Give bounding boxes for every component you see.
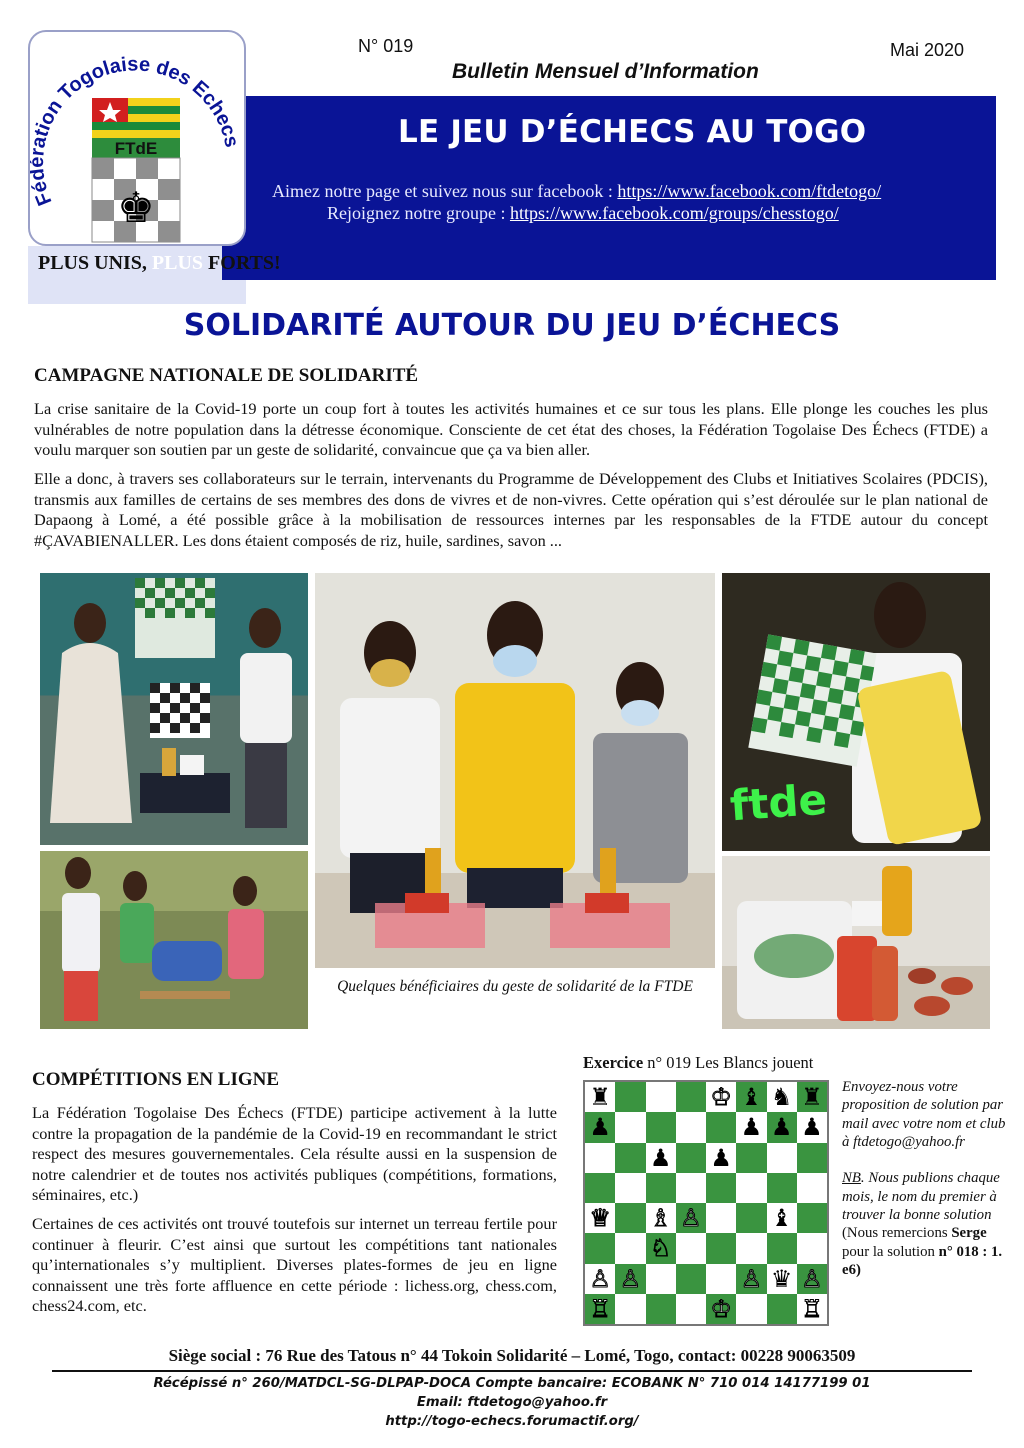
white-rook-piece: ♖ xyxy=(589,1294,611,1323)
board-square xyxy=(646,1112,676,1142)
board-square xyxy=(736,1294,766,1324)
white-pawn-piece: ♙ xyxy=(680,1204,702,1233)
online-paragraph-1: La Fédération Togolaise Des Échecs (FTDE) participe activement à la lutte contre la propagation de la pandémie de la Covid-19 en recommandant le strict respect des mesures gouvernementales. Cela résulte aussi en la suspension de notre calendrier et de toutes nos activités publiques (compétitions, formations, séminaires, etc.) xyxy=(32,1103,557,1204)
board-square xyxy=(797,1203,827,1233)
black-bishop-piece: ♝ xyxy=(740,1083,763,1112)
board-square xyxy=(736,1112,766,1142)
board-square xyxy=(797,1173,827,1203)
board-square xyxy=(615,1203,645,1233)
board-square xyxy=(797,1294,827,1324)
board-square xyxy=(585,1082,615,1112)
chess-board xyxy=(583,1080,829,1326)
campaign-paragraph-1: La crise sanitaire de la Covid-19 porte un coup fort à toutes les activités humaines et ce sur tous les plans. Elle plonge les couches les plus vulnérables de notre population dans la détresse économique. Consciente de cet état des choses, la Fédération Togolaise Des Échecs (FTDE) a voulu marquer son soutien par un geste de solidarité, convaincue que ça va bien aller. xyxy=(34,399,988,459)
svg-text:♚: ♚ xyxy=(117,183,155,232)
facebook-page-line xyxy=(272,181,881,202)
board-square xyxy=(736,1143,766,1173)
black-bishop-piece: ♝ xyxy=(770,1204,793,1233)
board-square xyxy=(767,1143,797,1173)
photo-caption: Quelques bénéficiaires du geste de solidarité de la FTDE xyxy=(337,978,693,995)
board-square xyxy=(736,1233,766,1263)
section-heading-campaign: CAMPAGNE NATIONALE DE SOLIDARITÉ xyxy=(34,365,419,386)
board-square xyxy=(736,1264,766,1294)
board-square xyxy=(767,1112,797,1142)
board-square xyxy=(736,1203,766,1233)
board-square xyxy=(585,1112,615,1142)
board-square xyxy=(676,1173,706,1203)
issue-date: Mai 2020 xyxy=(890,40,965,60)
board-square xyxy=(585,1264,615,1294)
board-square xyxy=(706,1143,736,1173)
board-square xyxy=(676,1082,706,1112)
board-square xyxy=(767,1203,797,1233)
board-square xyxy=(615,1112,645,1142)
board-square xyxy=(706,1173,736,1203)
online-paragraph-2: Certaines de ces activités ont trouvé toutefois sur internet un terreau fertile pour continuer à fleurir. C’est ainsi que surtout les compétitions tant nationales qu’internationales s’y multiplient. Diverses plates-formes de jeu en ligne connaissent une très forte affluence en cette période : lichess.org, chess.com, chess24.com, etc. xyxy=(32,1214,557,1315)
footer-email: Email: ftdetogo@yahoo.fr xyxy=(416,1395,608,1410)
board-square xyxy=(615,1082,645,1112)
board-square xyxy=(646,1294,676,1324)
motto xyxy=(38,252,281,275)
black-pawn-piece: ♟ xyxy=(740,1113,763,1142)
facebook-group-line xyxy=(327,203,839,224)
board-square xyxy=(585,1294,615,1324)
white-king-piece: ♔ xyxy=(710,1083,732,1112)
board-square xyxy=(676,1203,706,1233)
board-square xyxy=(767,1294,797,1324)
board-square xyxy=(767,1233,797,1263)
board-square xyxy=(615,1173,645,1203)
black-pawn-piece: ♟ xyxy=(589,1113,611,1142)
board-square xyxy=(646,1233,676,1263)
main-title: SOLIDARITÉ AUTOUR DU JEU D’ÉCHECS xyxy=(183,308,841,343)
board-square xyxy=(585,1143,615,1173)
black-queen-piece: ♛ xyxy=(770,1264,793,1293)
photo-donation-handover xyxy=(40,573,308,845)
motto-part-2: PLUS xyxy=(151,252,204,274)
journal-title: LE JEU D’ÉCHECS AU TOGO xyxy=(398,114,867,150)
note-submit: Envoyez-nous votre proposition de solution par mail avec votre nom et club à ftdetogo@yahoo.fr xyxy=(842,1079,1006,1150)
issue-number: N° 019 xyxy=(358,36,414,56)
board-square xyxy=(797,1264,827,1294)
black-pawn-piece: ♟ xyxy=(770,1113,793,1142)
board-square xyxy=(706,1294,736,1324)
board-square xyxy=(706,1082,736,1112)
board-square xyxy=(615,1294,645,1324)
exercise-instructions xyxy=(842,1078,1012,1279)
footer-headquarters: Siège social : 76 Rue des Tatous n° 44 Tokoin Solidarité – Lomé, Togo, contact: 00228 90063509 xyxy=(168,1346,856,1365)
facebook-group-prefix: Rejoignez notre groupe : xyxy=(327,203,510,223)
white-pawn-piece: ♙ xyxy=(619,1264,642,1293)
board-square xyxy=(676,1143,706,1173)
board-square xyxy=(767,1082,797,1112)
exercise-title xyxy=(583,1053,813,1073)
board-square xyxy=(706,1233,736,1263)
white-pawn-piece: ♙ xyxy=(801,1264,823,1293)
white-bishop-piece: ♗ xyxy=(649,1204,672,1233)
facebook-page-link[interactable]: https://www.facebook.com/ftdetogo/ xyxy=(617,181,882,201)
exercise-number: n° 019 Les Blancs jouent xyxy=(643,1053,814,1072)
note-publish: . Nous publions chaque mois, le nom du premier à trouver la bonne solution xyxy=(842,1170,1000,1224)
board-square xyxy=(585,1203,615,1233)
white-pawn-piece: ♙ xyxy=(740,1264,763,1293)
motto-part-1: PLUS UNIS, xyxy=(38,252,152,274)
board-square xyxy=(797,1143,827,1173)
board-square xyxy=(585,1233,615,1263)
board-square xyxy=(736,1082,766,1112)
board-square xyxy=(676,1233,706,1263)
board-square xyxy=(797,1233,827,1263)
logo-ring-text: Fé tion Togolaise des Echecs xyxy=(30,53,243,209)
board-square xyxy=(767,1264,797,1294)
white-knight-piece: ♘ xyxy=(649,1234,672,1263)
note-nb: NB xyxy=(842,1170,861,1187)
photo-three-beneficiaries xyxy=(315,573,715,968)
white-king-piece: ♔ xyxy=(710,1294,732,1323)
black-pawn-piece: ♟ xyxy=(649,1143,672,1172)
ftde-logo xyxy=(28,30,246,246)
board-square xyxy=(585,1173,615,1203)
board-square xyxy=(676,1264,706,1294)
board-square xyxy=(797,1082,827,1112)
black-pawn-piece: ♟ xyxy=(801,1113,823,1142)
footer-website[interactable]: http://togo-echecs.forumactif.org/ xyxy=(385,1414,639,1429)
header-blue-band-lower xyxy=(222,246,996,280)
board-square xyxy=(706,1264,736,1294)
section-heading-online: COMPÉTITIONS EN LIGNE xyxy=(32,1069,280,1090)
board-square xyxy=(646,1143,676,1173)
footer-divider xyxy=(52,1370,972,1372)
note-winner-name: Serge xyxy=(951,1225,987,1242)
board-square xyxy=(646,1173,676,1203)
white-rook-piece: ♖ xyxy=(801,1294,823,1323)
motto-part-3: FORTS! xyxy=(203,252,281,274)
campaign-paragraph-2: Elle a donc, à travers ses collaborateurs sur le terrain, intervenants du Programme de Développement des Clubs et Initiatives Scolaires (PDCIS), transmis aux familles de certains de ses membres des dons de vivres et de non-vivres. Cette opération qui s’est déroulée sur le plan national de Dapaong à Lomé, a été possible grâce à la mobilisation de ressources internes par les responsables de la FTDE autour du concept #ÇAVABIENALLER. Les dons étaient composés de riz, huile, sardines, savon ... xyxy=(34,469,988,550)
board-square xyxy=(706,1112,736,1142)
board-square xyxy=(736,1173,766,1203)
board-square xyxy=(646,1203,676,1233)
white-pawn-piece: ♙ xyxy=(589,1264,611,1293)
photo-children-masks xyxy=(40,851,308,1029)
board-square xyxy=(676,1112,706,1142)
white-queen-piece: ♕ xyxy=(589,1204,611,1233)
logo-initials: FTdE xyxy=(114,139,158,158)
footer-registration: Récépissé n° 260/MATDCL-SG-DLPAP-DOCA Compte bancaire: ECOBANK N° 710 014 14177199 01 xyxy=(153,1376,871,1391)
ftde-watermark: ftde xyxy=(728,774,829,831)
black-pawn-piece: ♟ xyxy=(710,1143,732,1172)
black-rook-piece: ♜ xyxy=(589,1083,611,1112)
board-square xyxy=(797,1112,827,1142)
black-knight-piece: ♞ xyxy=(770,1083,793,1112)
facebook-group-link[interactable]: https://www.facebook.com/groups/chesstogo/ xyxy=(509,203,839,223)
board-square xyxy=(646,1264,676,1294)
note-for-solution: pour la solution xyxy=(842,1243,939,1260)
exercise-label: Exercice xyxy=(583,1053,644,1072)
board-square xyxy=(767,1173,797,1203)
bulletin-subtitle: Bulletin Mensuel d’Information xyxy=(452,60,759,83)
note-thanks: (Nous remercions xyxy=(842,1225,952,1242)
board-square xyxy=(676,1294,706,1324)
board-square xyxy=(615,1233,645,1263)
note-previous-solution: n° 018 : 1. e6) xyxy=(842,1243,1003,1278)
board-square xyxy=(646,1082,676,1112)
board-square xyxy=(615,1143,645,1173)
facebook-page-prefix: Aimez notre page et suivez nous sur facebook : xyxy=(272,181,618,201)
board-square xyxy=(706,1203,736,1233)
photo-food-donations xyxy=(722,856,990,1029)
black-rook-piece: ♜ xyxy=(801,1083,823,1112)
board-square xyxy=(615,1264,645,1294)
